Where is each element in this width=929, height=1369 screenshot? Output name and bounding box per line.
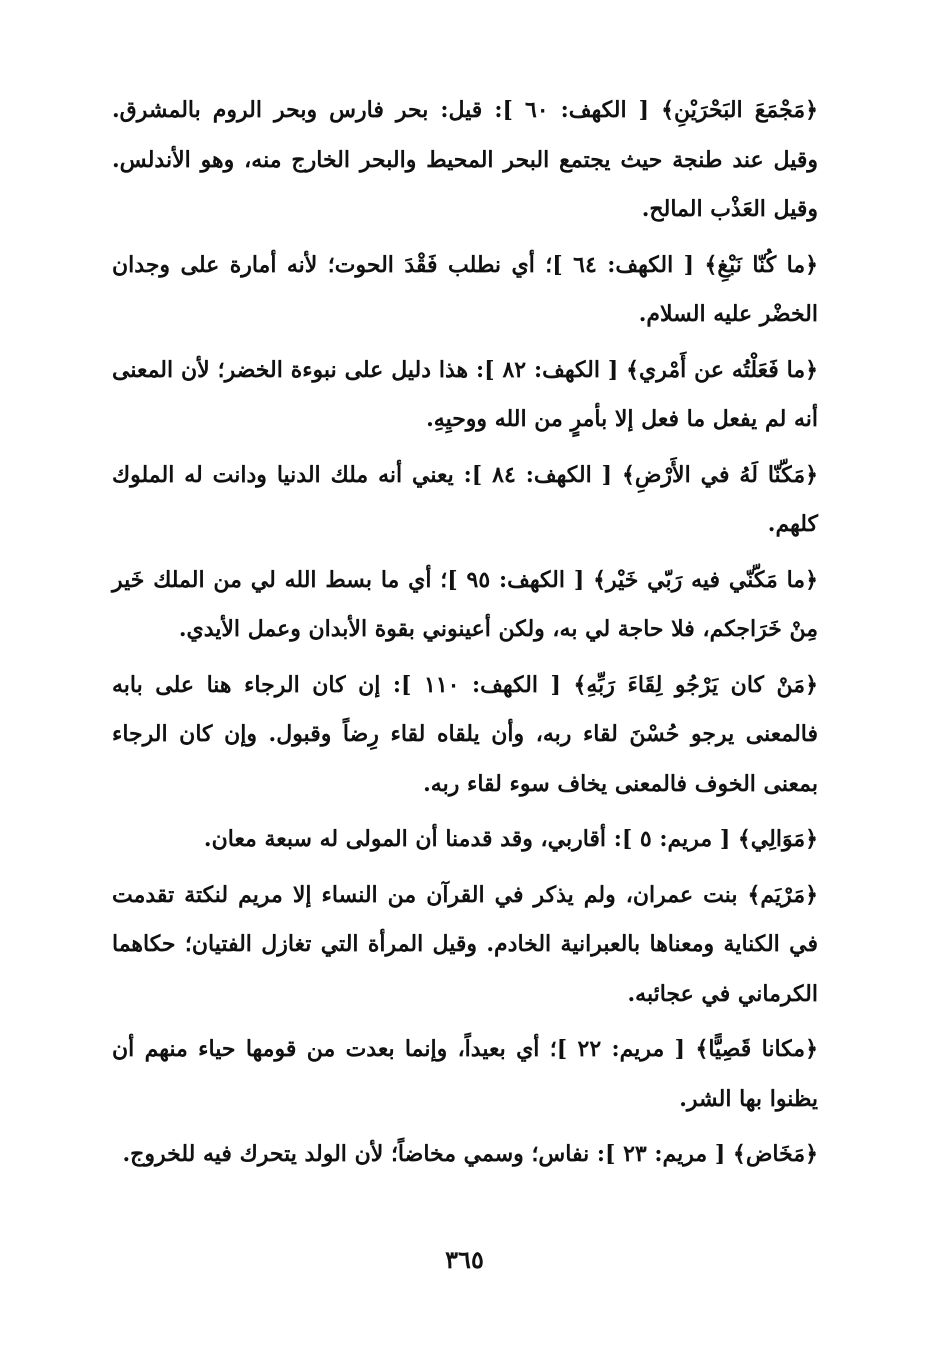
entry-ma-faaltuhu: ﴿ما فَعَلْتُه عن أَمْري﴾ [ الكهف: ٨٢ ]: هذا دليل على نبوءة الخضر؛ لأن المعنى أنه لم يفعل ما فعل إلا بأمرٍ من الله ووحيِهِ. — [112, 356, 819, 432]
page-number: ٣٦٥ — [445, 1245, 484, 1274]
entry-makanan-qasiyya: ﴿مكانا قَصِيًّا﴾ [ مريم: ٢٢ ]؛ أي بعيداً، وإنما بعدت من قومها حياء منهم أن يظنوا بها الشر. — [112, 1036, 818, 1112]
entry-majma-al-bahrayn: ﴿مَجْمَعَ البَحْرَيْنِ﴾ [ الكهف: ٦٠ ]: قيل: بحر فارس وبحر الروم بالمشرق. وقيل عند طنجة حيث يجتمع البحر المحيط والبحر الخارج منه، وهو الأندلس. وقيل العَذْب المالح. — [112, 97, 818, 222]
entry-mawali: ﴿مَوَالِي﴾ [ مريم: ٥ ]: أقاربي، وقد قدمنا أن المولى له سبعة معان. — [203, 826, 818, 852]
entry-ma-kunna-nabghi: ﴿ما كُنّا نَبْغِ﴾ [ الكهف: ٦٤ ]؛ أي نطلب فَقْدَ الحوت؛ لأنه أمارة على وجدان الخضْر عليه السلام. — [112, 251, 818, 327]
entry-maryam: ﴿مَرْيَم﴾ بنت عمران، ولم يذكر في القرآن من النساء إلا مريم لنكتة تقدمت في الكناية ومعناها بالعبرانية الخادم. وقيل المرأة التي تغازل الفتيان؛ حكاهما الكرماني في عجائبه. — [112, 881, 818, 1007]
entry-man-kana-yarju: ﴿مَنْ كان يَرْجُو لِقَاءَ رَبِّهِ﴾ [ الكهف: ١١٠ ]: إن كان الرجاء هنا على بابه فالمعنى يرجو حُسْنَ لقاء ربه، وأن يلقاه لقاء رِضاً وقبول. وإن كان الرجاء بمعنى الخوف فالمعنى يخاف سوء لقاء ربه. — [112, 671, 818, 797]
page-body — [112, 86, 818, 1186]
entry-makanna-lahu: ﴿مَكّنّا لَهُ في الأَرْضِ﴾ [ الكهف: ٨٤ ]: يعني أنه ملك الدنيا ودانت له الملوك كلهم. — [112, 461, 818, 537]
entry-ma-makkanni: ﴿ما مَكّنّي فيه رَبّي خَيْر﴾ [ الكهف: ٩٥ ]؛ أي ما بسط الله لي من الملك خَير مِنْ خَرَاجكم، فلا حاجة لي به، ولكن أعينوني بقوة الأبدان وعمل الأيدي. — [112, 566, 818, 642]
entry-makhad: ﴿مَخَاض﴾ [ مريم: ٢٣ ]: نفاس؛ وسمي مخاضاً؛ لأن الولد يتحرك فيه للخروج. — [122, 1141, 818, 1167]
